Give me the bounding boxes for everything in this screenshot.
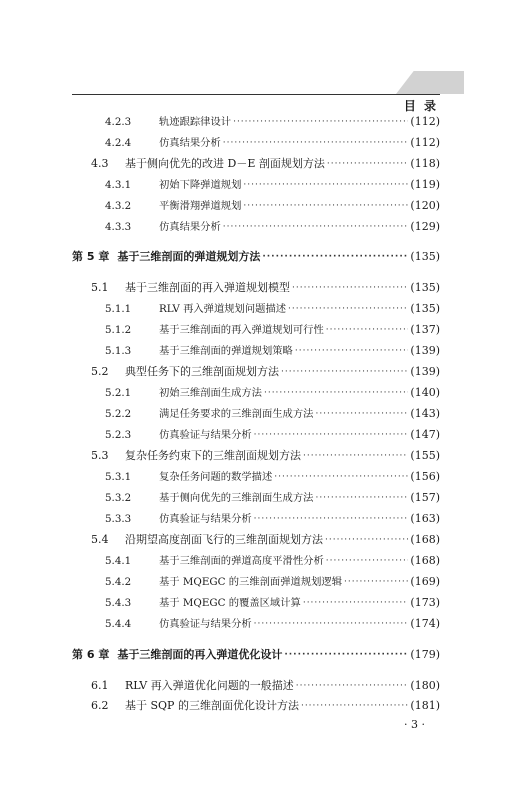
toc-entry-title: 轨迹跟踪律设计 <box>159 116 232 128</box>
toc-entry-page: (169) <box>410 575 440 588</box>
toc-entry-page: (155) <box>410 449 440 462</box>
toc-entry[interactable] <box>72 176 440 194</box>
toc-entry-page: (173) <box>410 596 440 609</box>
toc-entry[interactable] <box>72 510 440 528</box>
toc-chapter-entry[interactable] <box>72 248 440 266</box>
page-header-title: 目 录 <box>403 99 438 113</box>
toc-entry[interactable] <box>72 426 440 444</box>
toc-entry-page: (179) <box>410 648 440 661</box>
dot-leader <box>301 697 408 715</box>
toc-entry-number: 5.4.4 <box>105 618 132 630</box>
toc-entry-number: 6.1 <box>91 679 109 692</box>
toc-entry-title: 基于三维剖面的再入弹道规划模型 <box>125 281 290 294</box>
toc-entry-number: 5.1.1 <box>105 303 132 315</box>
dot-leader <box>284 646 408 664</box>
toc-entry-number: 4.3.2 <box>105 200 132 212</box>
toc-entry-page: (157) <box>410 491 440 504</box>
toc-entry-page: (135) <box>410 250 440 263</box>
toc-entry-page: (139) <box>410 344 440 357</box>
toc-entry-page: (139) <box>410 365 440 378</box>
toc-entry-page: (137) <box>410 323 440 336</box>
dot-leader <box>254 426 409 444</box>
dot-leader <box>274 468 408 486</box>
toc-entry-title: 仿真结果分析 <box>159 137 221 149</box>
toc-entry[interactable] <box>72 531 440 549</box>
toc-entry-page: (181) <box>410 699 440 712</box>
toc-entry[interactable] <box>72 697 440 715</box>
toc-entry[interactable] <box>72 552 440 570</box>
toc-entry-title: 基于三维剖面的弹道规划方法 <box>117 250 261 263</box>
toc-entry-title: 初始下降弹道规划 <box>159 179 242 191</box>
toc-entry-number: 5.3.2 <box>105 492 132 504</box>
dot-leader <box>292 279 408 297</box>
page-number: · 3 · <box>404 718 425 731</box>
toc-entry-title: 沿期望高度剖面飞行的三维剖面规划方法 <box>125 533 323 546</box>
toc-entry-page: (135) <box>410 281 440 294</box>
toc-entry[interactable] <box>72 300 440 318</box>
toc-entry-number: 4.2.3 <box>105 116 132 128</box>
toc-entry-number: 第 6 章 <box>72 648 110 661</box>
toc-entry-page: (180) <box>410 679 440 692</box>
dot-leader <box>315 405 408 423</box>
toc-entry-number: 5.4.1 <box>105 555 132 567</box>
toc-entry-number: 4.2.4 <box>105 137 132 149</box>
toc-entry-page: (119) <box>410 178 440 191</box>
dot-leader <box>262 248 408 266</box>
dot-leader <box>223 218 409 236</box>
toc-entry-title: 基于三维剖面的再入弹道优化设计 <box>117 648 283 661</box>
toc-entry[interactable] <box>72 134 440 152</box>
toc-entry-number: 5.2.2 <box>105 408 132 420</box>
dot-leader <box>325 531 408 549</box>
toc-entry-page: (163) <box>410 512 440 525</box>
toc-entry-page: (112) <box>410 136 440 149</box>
toc-entry[interactable] <box>72 155 440 173</box>
toc-entry[interactable] <box>72 197 440 215</box>
toc-entry-title: 基于侧向优先的改进 D－E 剖面规划方法 <box>125 157 325 170</box>
dot-leader <box>223 134 409 152</box>
toc-entry-title: 仿真验证与结果分析 <box>159 513 252 525</box>
dot-leader <box>303 594 409 612</box>
toc-entry-title: 初始三维剖面生成方法 <box>159 387 262 399</box>
toc-entry[interactable] <box>72 279 440 297</box>
dot-leader <box>327 155 409 173</box>
toc-entry-number: 5.3.1 <box>105 471 132 483</box>
toc-entry-title: 基于侧向优先的三维剖面生成方法 <box>159 492 314 504</box>
toc-entry-title: 满足任务要求的三维剖面生成方法 <box>159 408 314 420</box>
toc-entry-number: 第 5 章 <box>72 250 110 263</box>
toc-entry[interactable] <box>72 447 440 465</box>
dot-leader <box>326 552 409 570</box>
toc-entry-title: 复杂任务约束下的三维剖面规划方法 <box>125 449 301 462</box>
toc-entry-number: 5.4 <box>91 533 109 546</box>
toc-entry-page: (147) <box>410 428 440 441</box>
toc-entry[interactable] <box>72 384 440 402</box>
toc-entry-title: 基于 MQEGC 的三维剖面弹道规划逻辑 <box>159 576 343 588</box>
toc-chapter-entry[interactable] <box>72 646 440 664</box>
toc-entry[interactable] <box>72 594 440 612</box>
toc-entry[interactable] <box>72 677 440 695</box>
toc-entry[interactable] <box>72 218 440 236</box>
toc-entry-number: 5.1.2 <box>105 324 132 336</box>
toc-entry-page: (156) <box>410 470 440 483</box>
toc-entry-page: (143) <box>410 407 440 420</box>
toc-entry-number: 5.3.3 <box>105 513 132 525</box>
toc-entry-title: 基于 SQP 的三维剖面优化设计方法 <box>125 699 299 712</box>
header-decoration <box>396 71 464 94</box>
dot-leader <box>326 321 409 339</box>
toc-entry-page: (118) <box>410 157 440 170</box>
toc-entry[interactable] <box>72 363 440 381</box>
toc-entry-number: 5.2.3 <box>105 429 132 441</box>
toc-entry-title: 基于三维剖面的弹道高度平滑性分析 <box>159 555 324 567</box>
toc-entry[interactable] <box>72 342 440 360</box>
toc-entry-page: (168) <box>410 554 440 567</box>
toc-entry-number: 4.3 <box>91 157 109 170</box>
dot-leader <box>288 300 408 318</box>
toc-entry-number: 5.4.2 <box>105 576 132 588</box>
toc-entry[interactable] <box>72 321 440 339</box>
toc-entry[interactable] <box>72 468 440 486</box>
dot-leader <box>295 342 409 360</box>
dot-leader <box>303 447 408 465</box>
dot-leader <box>264 384 408 402</box>
dot-leader <box>243 197 408 215</box>
toc-entry-page: (140) <box>410 386 440 399</box>
toc-entry-number: 5.3 <box>91 449 109 462</box>
header-rule <box>72 94 440 95</box>
toc-entry-page: (129) <box>410 220 440 233</box>
toc-entry-title: 典型任务下的三维剖面规划方法 <box>125 365 279 378</box>
toc-entry-number: 5.2 <box>91 365 109 378</box>
toc-entry[interactable] <box>72 405 440 423</box>
toc-entry-page: (135) <box>410 302 440 315</box>
toc-entry-number: 5.4.3 <box>105 597 132 609</box>
toc-entry[interactable] <box>72 615 440 633</box>
toc-entry[interactable] <box>72 489 440 507</box>
dot-leader <box>233 113 408 131</box>
toc-entry-title: RLV 再入弹道优化问题的一般描述 <box>125 679 294 692</box>
toc-entry-number: 4.3.1 <box>105 179 132 191</box>
toc-entry-number: 6.2 <box>91 699 109 712</box>
toc-entry-title: RLV 再入弹道规划问题描述 <box>159 303 287 315</box>
dot-leader <box>254 615 409 633</box>
toc-entry-number: 5.1 <box>91 281 109 294</box>
toc-entry-title: 基于 MQEGC 的覆盖区域计算 <box>159 597 301 609</box>
toc-entry-title: 基于三维剖面的弹道规划策略 <box>159 345 293 357</box>
toc-entry-title: 基于三维剖面的再入弹道规划可行性 <box>159 324 324 336</box>
toc-entry-title: 仿真结果分析 <box>159 221 221 233</box>
toc-entry-title: 平衡滑翔弹道规划 <box>159 200 242 212</box>
dot-leader <box>344 573 408 591</box>
toc-entry-title: 复杂任务问题的数学描述 <box>159 471 273 483</box>
dot-leader <box>254 510 409 528</box>
toc-entry-page: (168) <box>410 533 440 546</box>
toc-entry-title: 仿真验证与结果分析 <box>159 429 252 441</box>
dot-leader <box>315 489 408 507</box>
toc-entry-number: 5.1.3 <box>105 345 132 357</box>
dot-leader <box>296 677 409 695</box>
toc-entry[interactable] <box>72 113 440 131</box>
toc-entry-page: (120) <box>410 199 440 212</box>
toc-entry[interactable] <box>72 573 440 591</box>
toc-entry-number: 4.3.3 <box>105 221 132 233</box>
toc-entry-number: 5.2.1 <box>105 387 132 399</box>
dot-leader <box>281 363 408 381</box>
toc-entry-page: (112) <box>410 115 440 128</box>
dot-leader <box>243 176 408 194</box>
toc-entry-title: 仿真验证与结果分析 <box>159 618 252 630</box>
toc-entry-page: (174) <box>410 617 440 630</box>
